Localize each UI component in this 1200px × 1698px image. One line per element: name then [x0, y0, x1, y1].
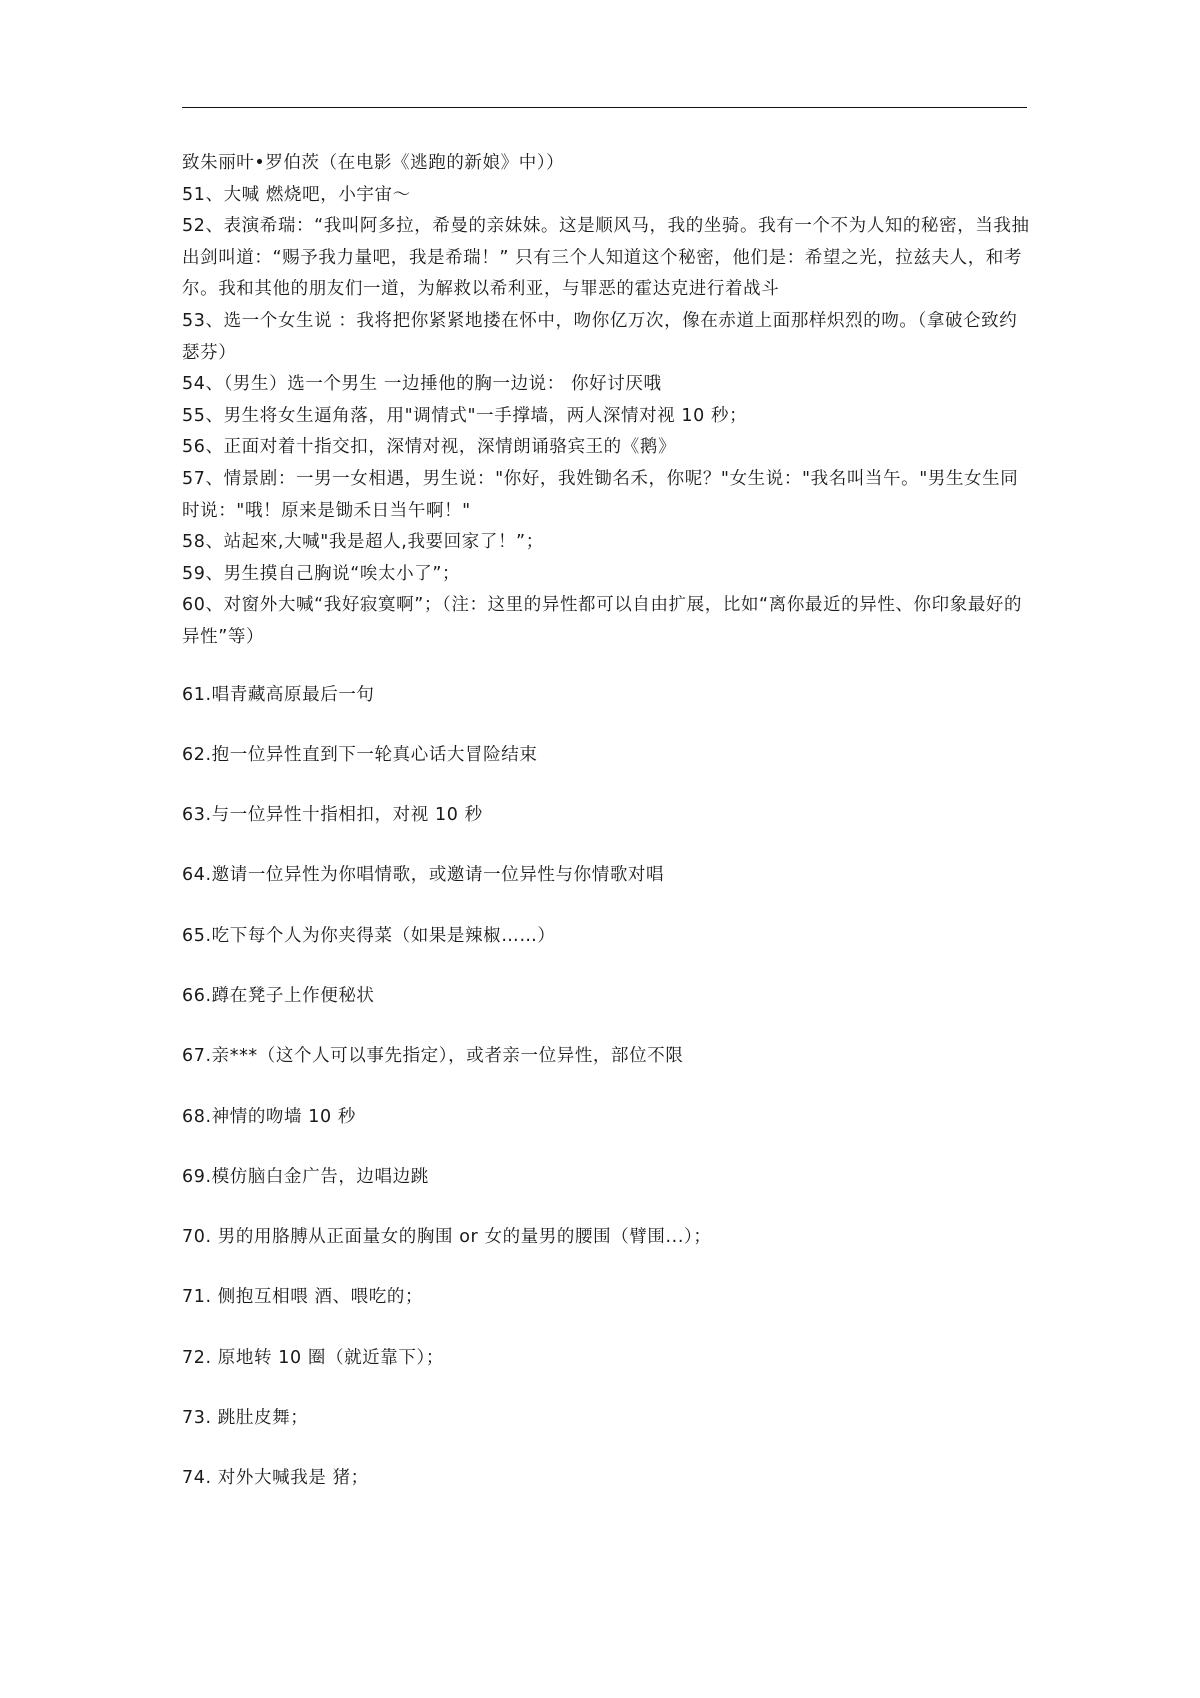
- header-rule: [182, 107, 1027, 108]
- dense-section: [182, 148, 1032, 654]
- paragraph-58: 58、站起來,大喊"我是超人,我要回家了！”；: [182, 532, 544, 553]
- list-item-68: 68.神情的吻墙 10 秒: [182, 1106, 357, 1127]
- document-body: [182, 148, 1032, 1526]
- paragraph-intro: 致朱丽叶•罗伯茨（在电影《逃跑的新娘》中））: [182, 153, 565, 173]
- list-item-67: 67.亲***（这个人可以事先指定），或者亲一位异性，部位不限: [182, 1046, 684, 1067]
- list-item-66: 66.蹲在凳子上作便秘状: [182, 985, 375, 1006]
- list-item-69: 69.模仿脑白金广告，边唱边跳: [182, 1166, 429, 1187]
- list-item-63: 63.与一位异性十指相扣，对视 10 秒: [182, 805, 483, 826]
- list-item-71: 71. 侧抱互相喂 酒、喂吃的；: [182, 1287, 424, 1308]
- paragraph-59: 59、男生摸自己胸说“唉太小了”；: [182, 563, 461, 584]
- list-item-61: 61.唱青藏高原最后一句: [182, 684, 375, 705]
- paragraph-57: 57、情景剧：一男一女相遇，男生说："你好，我姓锄名禾，你呢？"女生说："我名叫当午。"男生女生同时说："哦！原来是锄禾日当午啊！": [182, 468, 1019, 521]
- paragraph-51: 51、大喊 燃烧吧，小宇宙～: [182, 184, 411, 205]
- list-item-62: 62.抱一位异性直到下一轮真心话大冒险结束: [182, 744, 538, 765]
- paragraph-55: 55、男生将女生逼角落，用"调情式"一手撑墙，两人深情对视 10 秒；: [182, 405, 748, 426]
- sparse-section: [182, 682, 1032, 1493]
- paragraph-54: 54、（男生）选一个男生 一边捶他的胸一边说： 你好讨厌哦: [182, 374, 662, 395]
- list-item-73: 73. 跳肚皮舞；: [182, 1408, 309, 1429]
- paragraph-53: 53、选一个女生说 ：我将把你紧紧地搂在怀中，吻你亿万次，像在赤道上面那样炽烈的吻。（拿破仑致约瑟芬）: [182, 310, 1018, 363]
- list-item-74: 74. 对外大喊我是 猪；: [182, 1468, 369, 1489]
- list-item-72: 72. 原地转 10 圈（就近靠下）；: [182, 1347, 444, 1368]
- paragraph-60: 60、对窗外大喊“我好寂寞啊”；（注：这里的异性都可以自由扩展，比如“离你最近的异性、你印象最好的异性”等）: [182, 595, 1023, 647]
- list-item-65: 65.吃下每个人为你夹得菜（如果是辣椒……）: [182, 925, 556, 946]
- paragraph-52: 52、表演希瑞：“我叫阿多拉，希曼的亲妹妹。这是顺风马，我的坐骑。我有一个不为人知的秘密，当我抽出剑叫道：“赐予我力量吧，我是希瑞！” 只有三个人知道这个秘密，他们是：希望之光，拉兹夫人，和考尔。我和其他的朋友们一道，为解救以希利亚，与罪恶的霍达克进行着战斗: [182, 216, 1030, 300]
- paragraph-56: 56、正面对着十指交扣，深情对视，深情朗诵骆宾王的《鹅》: [182, 437, 677, 458]
- list-item-64: 64.邀请一位异性为你唱情歌，或邀请一位异性与你情歌对唱: [182, 865, 665, 886]
- list-item-70: 70. 男的用胳膊从正面量女的胸围 or 女的量男的腰围（臂围...）；: [182, 1227, 712, 1248]
